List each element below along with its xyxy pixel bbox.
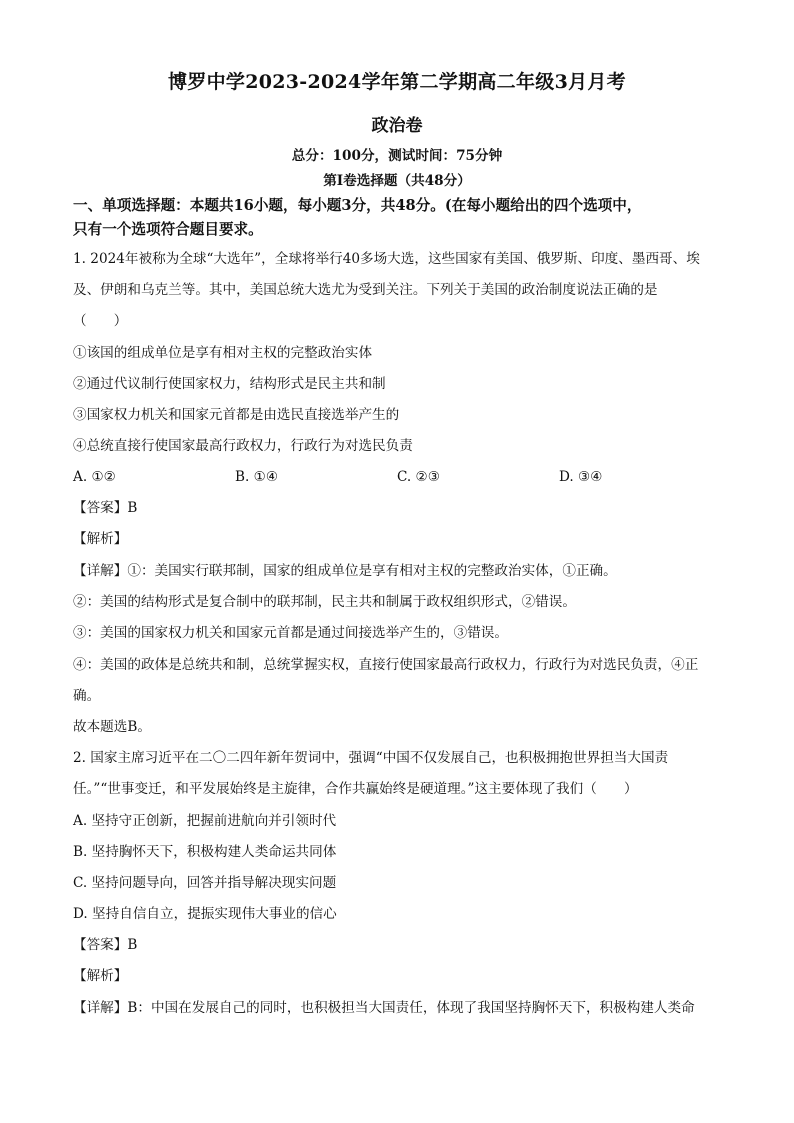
page-title: 博罗中学2023-2024学年第二学期高二年级3月月考 bbox=[168, 71, 626, 93]
q1-option-b: B. ①④ bbox=[235, 469, 279, 485]
q1-detail-line: ②：美国的结构形式是复合制中的联邦制，民主共和制属于政权组织形式，②错误。 bbox=[73, 594, 576, 610]
q2-analysis-heading: 【解析】 bbox=[73, 968, 128, 984]
q1-detail-line: ③：美国的国家权力机关和国家元首都是通过间接选举产生的，③错误。 bbox=[73, 625, 508, 641]
q1-item: ①该国的组成单位是享有相对主权的完整政治实体 bbox=[73, 345, 373, 361]
q2-answer: 【答案】B bbox=[73, 937, 138, 953]
q1-option-c: C. ②③ bbox=[397, 469, 440, 485]
q1-detail-line: 【详解】①：美国实行联邦制，国家的组成单位是享有相对主权的完整政治实体，①正确。 bbox=[73, 563, 617, 579]
q1-option-d: D. ③④ bbox=[559, 469, 603, 485]
q1-item: ②通过代议制行使国家权力，结构形式是民主共和制 bbox=[73, 376, 386, 392]
q1-item: ④总统直接行使国家最高行政权力，行政行为对选民负责 bbox=[73, 438, 413, 454]
exam-meta: 总分：100分，测试时间：75分钟 bbox=[291, 148, 503, 164]
q2-stem-line2: 任。”“世事变迁，和平发展始终是主旋律，合作共赢始终是硬道理。”这主要体现了我们（ ） bbox=[73, 781, 638, 797]
q1-item: ③国家权力机关和国家元首都是由选民直接选举产生的 bbox=[73, 407, 400, 423]
q1-options bbox=[73, 467, 721, 487]
q1-conclusion: 故本题选B。 bbox=[73, 719, 151, 735]
section-heading-line1: 一、单项选择题：本题共16小题，每小题3分，共48分。(在每小题给出的四个选项中， bbox=[73, 197, 642, 214]
q1-answer-paren: （ ） bbox=[73, 313, 128, 329]
q1-stem-line2: 及、伊朗和乌克兰等。其中，美国总统大选尤为受到关注。下列关于美国的政治制度说法正确的是 bbox=[73, 282, 658, 298]
q1-stem-line1: 1. 2024年被称为全球“大选年”，全球将举行40多场大选，这些国家有美国、俄罗斯、印度、墨西哥、埃 bbox=[73, 251, 700, 267]
q1-detail-line: ④：美国的政体是总统共和制，总统掌握实权，直接行使国家最高行政权力，行政行为对选民负责，④正 bbox=[73, 657, 699, 673]
q2-detail-line: 【详解】B：中国在发展自己的同时，也积极担当大国责任，体现了我国坚持胸怀天下，积极构建人类命 bbox=[73, 1000, 695, 1016]
part-heading: 第I卷选择题（共48分） bbox=[323, 173, 471, 189]
q2-option-c: C. 坚持问题导向，回答并指导解决现实问题 bbox=[73, 875, 337, 891]
q2-option-d: D. 坚持自信自立，提振实现伟大事业的信心 bbox=[73, 906, 337, 922]
section-heading-line2: 只有一个选项符合题目要求。 bbox=[73, 221, 263, 238]
q2-option-b: B. 坚持胸怀天下，积极构建人类命运共同体 bbox=[73, 844, 337, 860]
q1-option-a: A. ①② bbox=[73, 469, 116, 485]
q2-option-a: A. 坚持守正创新，把握前进航向并引领时代 bbox=[73, 813, 337, 829]
q2-stem-line1: 2. 国家主席习近平在二〇二四年新年贺词中，强调“中国不仅发展自己，也积极拥抱世界担当大国责 bbox=[73, 750, 669, 766]
page-subtitle: 政治卷 bbox=[371, 116, 423, 136]
q1-answer: 【答案】B bbox=[73, 500, 138, 516]
q1-analysis-heading: 【解析】 bbox=[73, 531, 128, 547]
q1-detail-line: 确。 bbox=[73, 688, 101, 704]
